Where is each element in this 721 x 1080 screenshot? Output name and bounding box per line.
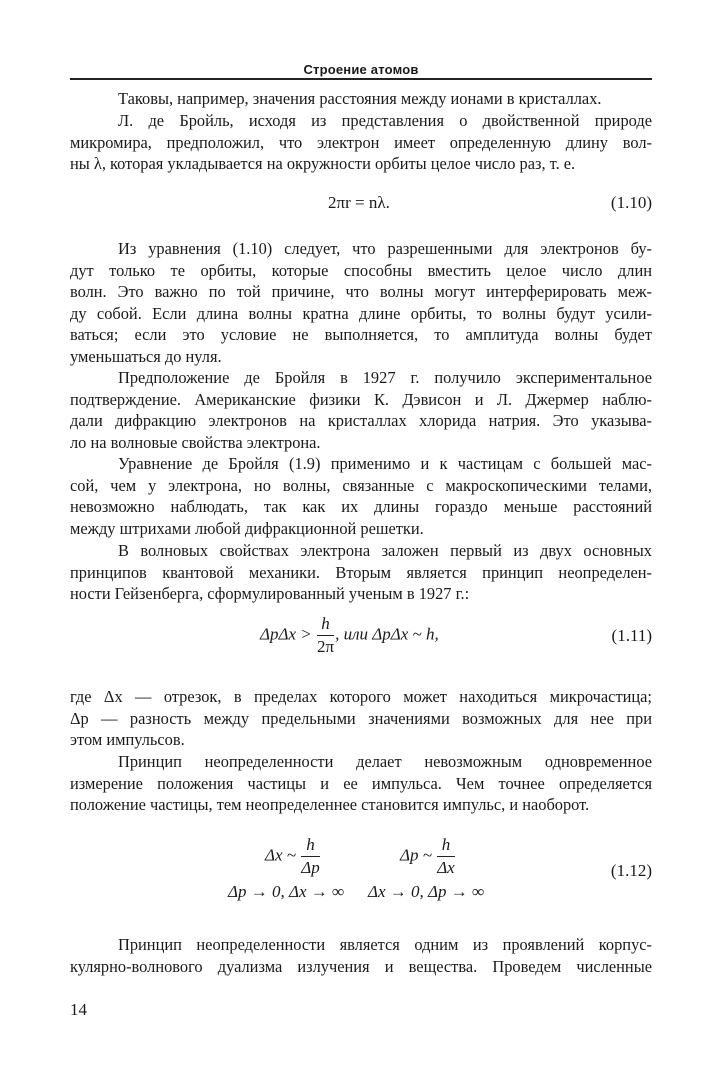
equation-1-12 [70,834,652,914]
equation-d: Δx → 0, Δp → ∞ [368,882,485,901]
paragraph-2 [70,110,652,175]
fraction-denominator: 2π [316,637,335,656]
equation-number: (1.11) [611,626,652,645]
text-line: В волновых свойствах электрона заложен первый из двух основных [118,541,652,560]
text-line: положение частицы, тем неопределеннее становится импульс, и наоборот. [70,795,590,815]
text-line: Уравнение де Бройля (1.9) применимо и к частицам с большей мас- [118,454,652,473]
equation-body: 2πr = nλ. [328,193,390,212]
equation-b-lhs: Δp ~ [400,845,432,865]
paragraph-5 [70,453,652,539]
text-line: между штрихами любой дифракционной решетки. [70,518,424,538]
text-line: ваться; если это условие не выполняется, то амплитуда волны будет [70,325,652,345]
equation-1-11 [70,613,652,663]
fraction [317,613,334,658]
equation-a-lhs: Δx ~ [265,845,296,865]
text-line: уменьшаться до нуля. [70,346,222,366]
fraction-denominator: Δp [301,858,320,877]
text-line: Принцип неопределенности делает невозможным одновременное [118,752,652,771]
text-line: дали дифракцию электронов на кристаллах хлорида натрия. Это указыва- [70,411,652,431]
equation-number: (1.10) [610,193,652,212]
fraction-numerator: h [301,834,319,857]
text-line: этом импульсов. [70,730,185,750]
text-line: ло на волновые свойства электрона. [70,432,321,452]
text-line: Л. де Бройль, исходя из представления о двойственной природе [118,111,652,130]
paragraph-9 [70,934,652,977]
text-line: Δp — разность между предельными значениями возможных для нее при [70,708,652,728]
fraction [301,834,319,879]
running-header: Строение атомов [303,62,419,77]
fraction-denominator: Δx [437,858,455,877]
equation-number: (1.12) [610,861,652,880]
text-line: невозможно наблюдать, так как их длины гораздо меньше расстояний [70,497,652,517]
paragraph-1 [70,88,652,110]
text-line: ду собой. Если длина волны кратна длине орбиты, то волны будут усили- [70,303,652,323]
fraction-numerator: h [317,613,334,636]
text-line: ны λ, которая укладывается на окружности орбиты целое число раз, т. е. [70,154,576,174]
fraction-numerator: h [437,834,455,857]
text-line: дут только те орбиты, которые способны вместить целое число длин [70,260,652,280]
text-line: микромира, предположил, что электрон имеет определенную длину вол- [70,132,652,152]
text-line: Предположение де Бройля в 1927 г. получило экспериментальное [118,368,652,387]
paragraph-7 [70,686,652,751]
text-line: где Δx — отрезок, в пределах которого может находиться микрочастица; [70,687,652,706]
paragraph-4 [70,367,652,453]
page-number: 14 [70,1000,87,1019]
text-line: сой, чем у электрона, но волны, связанные с макроскопическими телами, [70,475,652,495]
paragraph-3 [70,238,652,368]
text-line: подтверждение. Американские физики К. Дэвисон и Л. Джермер наблю- [70,389,652,409]
paragraph-6 [70,540,652,605]
equation-rhs: , или ΔpΔx ~ h, [335,624,439,644]
text-line: волн. Это важно по той причине, что волны могут интерферировать меж- [70,282,652,302]
text-line: кулярно-волнового дуализма излучения и вещества. Проведем численные [70,956,652,976]
text-line: измерение положения частицы и ее импульса. Чем точнее определяется [70,773,652,793]
equation-c: Δp → 0, Δx → ∞ [228,882,345,901]
text-line: принципов квантовой механики. Вторым является принцип неопределен- [70,562,652,582]
text-line: Из уравнения (1.10) следует, что разрешенными для электронов бу- [118,239,652,258]
fraction [437,834,455,879]
equation-lhs: ΔpΔx > [260,624,312,644]
header-rule [70,78,652,80]
paragraph-8 [70,751,652,816]
text-line: Таковы, например, значения расстояния между ионами в кристаллах. [118,89,602,108]
text-line: Принцип неопределенности является одним из проявлений корпус- [118,935,652,954]
text-line: ности Гейзенберга, сформулированный ученым в 1927 г.: [70,584,470,604]
